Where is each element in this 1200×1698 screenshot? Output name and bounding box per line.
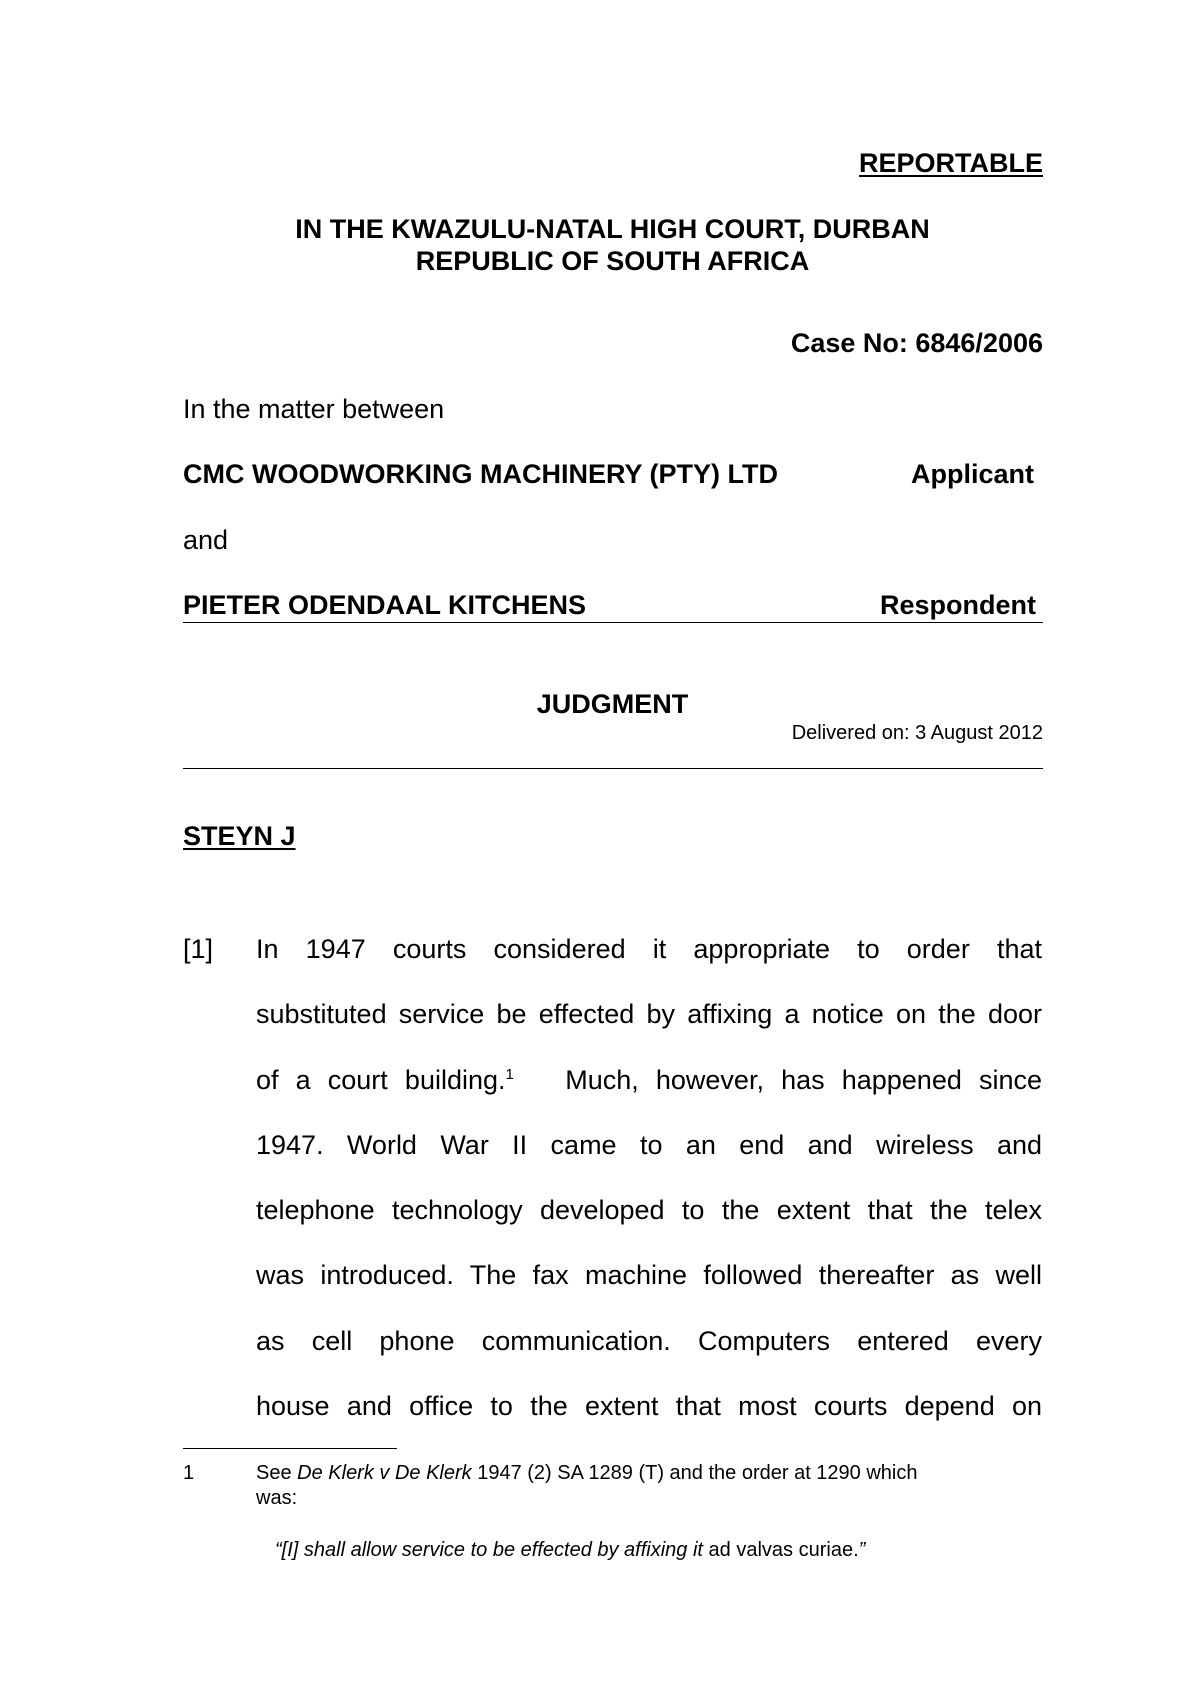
footnote-reference[interactable]: 1 bbox=[505, 1065, 514, 1083]
footnote-case-name: De Klerk v De Klerk bbox=[297, 1462, 472, 1484]
court-name: IN THE KWAZULU-NATAL HIGH COURT, DURBAN bbox=[295, 214, 930, 244]
paragraph-line: substituted service be effected by affixing a notice on the door bbox=[256, 999, 1042, 1030]
paragraph-line: In 1947 courts considered it appropriate to order that bbox=[256, 934, 1042, 964]
paragraph-line-end: Much, however, has happened since bbox=[565, 1064, 1043, 1095]
paragraph-line: as cell phone communication. Computers entered every bbox=[256, 1325, 1042, 1356]
paragraph-line: telephone technology developed to the extent that the telex bbox=[256, 1195, 1042, 1226]
delivered-date: Delivered on: 3 August 2012 bbox=[791, 722, 1043, 744]
judgment-divider bbox=[183, 768, 1043, 769]
paragraph-line: 1947. World War II came to an end and wireless and bbox=[256, 1129, 1042, 1160]
paragraph-line: house and office to the extent that most courts depend on bbox=[256, 1391, 1042, 1422]
applicant-role: Applicant bbox=[910, 459, 1034, 489]
footnote-number: 1 bbox=[183, 1462, 195, 1484]
footnote-quote bbox=[275, 1538, 865, 1562]
court-country: REPUBLIC OF SOUTH AFRICA bbox=[415, 246, 810, 276]
footnote-quote-latin: ad valvas curiae. bbox=[702, 1539, 859, 1561]
footnote-quote-close: ” bbox=[858, 1539, 866, 1561]
conjunction-and: and bbox=[183, 525, 229, 555]
footnote-text bbox=[256, 1461, 918, 1485]
footnote-text-continued: was: bbox=[256, 1487, 298, 1509]
paragraph-line-start: of a court building. bbox=[256, 1064, 506, 1095]
judge-name: STEYN J bbox=[183, 821, 296, 851]
footnote-separator bbox=[183, 1448, 397, 1449]
paragraph-1 bbox=[256, 917, 1042, 1439]
paragraph-line: was introduced. The fax machine followed thereafter as well bbox=[256, 1260, 1042, 1291]
reportable-label: REPORTABLE bbox=[858, 148, 1043, 178]
respondent-role: Respondent bbox=[879, 590, 1036, 620]
judgment-title: JUDGMENT bbox=[536, 689, 689, 719]
footnote-citation: 1947 (2) SA 1289 (T) and the order at 1290 which bbox=[471, 1462, 918, 1484]
footnote-quote-italic: “[I] shall allow service to be effected by affixing it bbox=[275, 1539, 703, 1561]
applicant-name: CMC WOODWORKING MACHINERY (PTY) LTD bbox=[183, 459, 778, 489]
footnote-see: See bbox=[256, 1462, 298, 1484]
parties-divider bbox=[183, 622, 1043, 623]
case-number: Case No: 6846/2006 bbox=[790, 328, 1043, 358]
respondent-name: PIETER ODENDAAL KITCHENS bbox=[183, 590, 587, 620]
matter-intro: In the matter between bbox=[183, 394, 445, 424]
paragraph-line bbox=[256, 1048, 1042, 1113]
paragraph-number: [1] bbox=[183, 934, 214, 964]
